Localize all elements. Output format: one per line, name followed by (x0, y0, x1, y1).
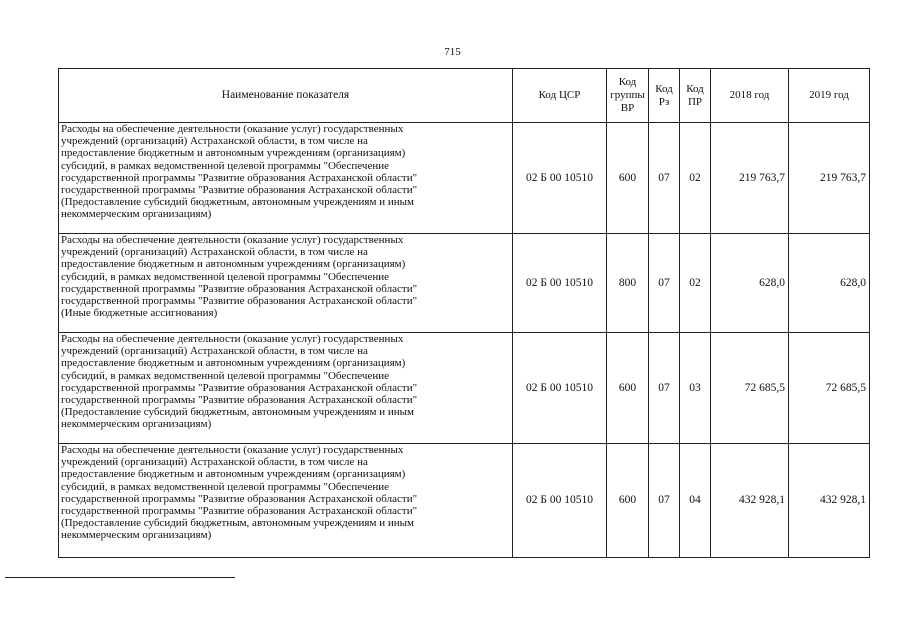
row-rz: 07 (649, 333, 680, 444)
row-name: Расходы на обеспечение деятельности (оказание услуг) государственных учреждений (организаций) Астраханской области, в том числе на предоставление бюджетным и автономным учреждениям (организациям) субсидий, в рамках ведомственной целевой программы "Обеспечение государственной программы "Развитие образования Астраханской области" государственной программы "Развитие образования Астраханской области" (Предоставление субсидий бюджетным, автономным учреждениям и иным некоммерческим организациям) (59, 123, 513, 234)
row-csr: 02 Б 00 10510 (513, 123, 607, 234)
row-2018: 72 685,5 (711, 333, 789, 444)
row-pr: 02 (680, 123, 711, 234)
row-csr: 02 Б 00 10510 (513, 444, 607, 558)
header-pr: Код ПР (680, 69, 711, 123)
row-vr: 800 (607, 234, 649, 333)
row-rz: 07 (649, 234, 680, 333)
table-row (59, 123, 870, 234)
row-2018: 219 763,7 (711, 123, 789, 234)
row-name: Расходы на обеспечение деятельности (оказание услуг) государственных учреждений (организаций) Астраханской области, в том числе на предоставление бюджетным и автономным учреждениям (организациям) субсидий, в рамках ведомственной целевой программы "Обеспечение государственной программы "Развитие образования Астраханской области" государственной программы "Развитие образования Астраханской области" (Иные бюджетные ассигнования) (59, 234, 513, 333)
row-pr: 02 (680, 234, 711, 333)
header-csr: Код ЦСР (513, 69, 607, 123)
row-pr: 03 (680, 333, 711, 444)
row-csr: 02 Б 00 10510 (513, 333, 607, 444)
row-2018: 628,0 (711, 234, 789, 333)
row-2019: 72 685,5 (789, 333, 870, 444)
row-csr: 02 Б 00 10510 (513, 234, 607, 333)
row-vr: 600 (607, 123, 649, 234)
row-name: Расходы на обеспечение деятельности (оказание услуг) государственных учреждений (организаций) Астраханской области, в том числе на предоставление бюджетным и автономным учреждениям (организациям) субсидий, в рамках ведомственной целевой программы "Обеспечение государственной программы "Развитие образования Астраханской области" государственной программы "Развитие образования Астраханской области" (Предоставление субсидий бюджетным, автономным учреждениям и иным некоммерческим организациям) (59, 333, 513, 444)
row-vr: 600 (607, 444, 649, 558)
row-vr: 600 (607, 333, 649, 444)
row-pr: 04 (680, 444, 711, 558)
footnote-separator-line (5, 577, 235, 578)
header-vr: Код группы ВР (607, 69, 649, 123)
row-rz: 07 (649, 123, 680, 234)
page-number: 715 (444, 46, 461, 58)
row-2018: 432 928,1 (711, 444, 789, 558)
row-2019: 628,0 (789, 234, 870, 333)
row-2019: 219 763,7 (789, 123, 870, 234)
header-2019: 2019 год (789, 69, 870, 123)
header-name: Наименование показателя (59, 69, 513, 123)
header-2018: 2018 год (711, 69, 789, 123)
table-header-row (59, 69, 870, 123)
row-name: Расходы на обеспечение деятельности (оказание услуг) государственных учреждений (организаций) Астраханской области, в том числе на предоставление бюджетным и автономным учреждениям (организациям) субсидий, в рамках ведомственной целевой программы "Обеспечение государственной программы "Развитие образования Астраханской области" государственной программы "Развитие образования Астраханской области" (Предоставление субсидий бюджетным, автономным учреждениям и иным некоммерческим организациям) (59, 444, 513, 558)
row-2019: 432 928,1 (789, 444, 870, 558)
table-row (59, 333, 870, 444)
header-rz: Код Рз (649, 69, 680, 123)
row-rz: 07 (649, 444, 680, 558)
budget-table (58, 68, 870, 558)
table-row (59, 234, 870, 333)
table-row (59, 444, 870, 558)
